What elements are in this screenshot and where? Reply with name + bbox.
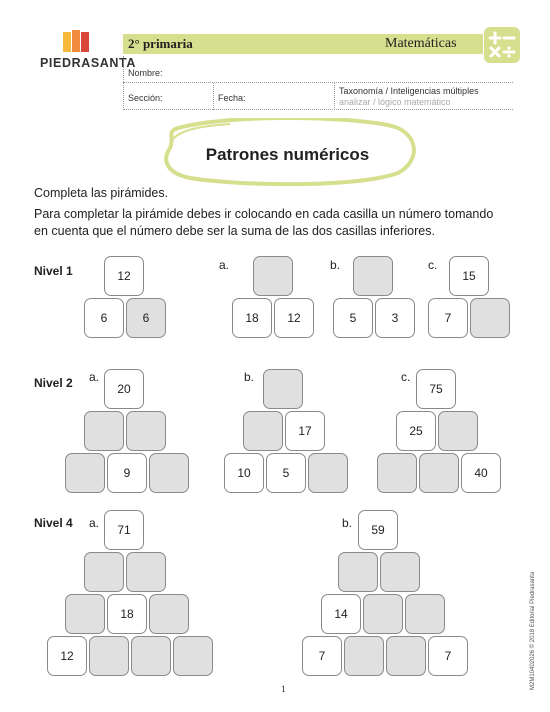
pyramid-cell-answer[interactable]: [344, 636, 384, 676]
pyramid-cell: 15: [449, 256, 489, 296]
grade-label: 2° primaria: [128, 36, 193, 51]
pyramid-cell: 6: [84, 298, 124, 338]
page-number: 1: [281, 684, 286, 694]
pyramid-cell: 14: [321, 594, 361, 634]
exercise-label: b.: [342, 516, 353, 530]
pyramid-cell-answer[interactable]: [173, 636, 213, 676]
pyramid-cell-answer[interactable]: [405, 594, 445, 634]
pyramid-cell-answer[interactable]: [363, 594, 403, 634]
pyramid-cell: 18: [107, 594, 147, 634]
pyramid-cell: 7: [428, 636, 468, 676]
pyramid-cell: 75: [416, 369, 456, 409]
pyramid-cell: 9: [107, 453, 147, 493]
pyramid-cell-answer[interactable]: [353, 256, 393, 296]
level-1-label: Nivel 1: [34, 264, 73, 278]
instruction-line-1: Completa las pirámides.: [34, 186, 169, 200]
field-divider: [213, 83, 214, 110]
pyramid-cell-answer[interactable]: [149, 594, 189, 634]
pyramid-cell: 10: [224, 453, 264, 493]
exercise-label: b.: [244, 370, 255, 384]
logo-text: PIEDRASANTA: [40, 56, 136, 70]
side-copyright: M2M10402026 © 2018 Editorial Piedrasanta: [530, 571, 536, 690]
pyramid-cell-answer[interactable]: [65, 594, 105, 634]
page-title: Patrones numéricos: [205, 145, 370, 164]
field-divider: [334, 83, 335, 110]
instruction-line-3: en cuenta que el número debe ser la suma de las dos casillas inferiores.: [34, 224, 435, 238]
pyramid-cell-answer[interactable]: [470, 298, 510, 338]
pyramid-cell-answer[interactable]: [131, 636, 171, 676]
section-field[interactable]: [123, 109, 513, 110]
pyramid-cell: 12: [104, 256, 144, 296]
pyramid-cell-answer[interactable]: [253, 256, 293, 296]
section-label: Sección:: [128, 93, 163, 103]
name-field[interactable]: [123, 82, 513, 83]
pyramid-cell: 6: [126, 298, 166, 338]
pyramid-cell: 40: [461, 453, 501, 493]
pyramid-cell-answer[interactable]: [149, 453, 189, 493]
exercise-label: a.: [89, 516, 100, 530]
pyramid-cell-answer[interactable]: [89, 636, 129, 676]
math-operations-icon: [484, 27, 520, 63]
pyramid-cell-answer[interactable]: [380, 552, 420, 592]
pyramid-cell-answer[interactable]: [263, 369, 303, 409]
taxonomy-label: Taxonomía / Inteligencias múltiples: [339, 86, 479, 96]
pyramid-cell: 59: [358, 510, 398, 550]
level-4-label: Nivel 4: [34, 516, 73, 530]
pyramid-cell: 5: [266, 453, 306, 493]
pyramid-cell: 7: [302, 636, 342, 676]
exercise-label: a.: [89, 370, 100, 384]
pyramid-cell: 25: [396, 411, 436, 451]
pyramid-cell: 17: [285, 411, 325, 451]
pyramid-cell-answer[interactable]: [386, 636, 426, 676]
exercise-label: b.: [330, 258, 341, 272]
pyramid-cell: 18: [232, 298, 272, 338]
pyramid-cell-answer[interactable]: [308, 453, 348, 493]
exercise-label: a.: [219, 258, 230, 272]
pyramid-cell-answer[interactable]: [126, 552, 166, 592]
pyramid-cell-answer[interactable]: [338, 552, 378, 592]
instruction-line-2: Para completar la pirámide debes ir colocando en cada casilla un número tomando: [34, 207, 494, 221]
pyramid-cell-answer[interactable]: [65, 453, 105, 493]
pyramid-cell: 12: [47, 636, 87, 676]
exercise-label: c.: [428, 258, 438, 272]
name-label: Nombre:: [128, 68, 163, 78]
pyramid-cell: 12: [274, 298, 314, 338]
exercise-label: c.: [401, 370, 411, 384]
logo-book-icon: [63, 30, 93, 54]
pyramid-cell-answer[interactable]: [438, 411, 478, 451]
date-label: Fecha:: [218, 93, 246, 103]
pyramid-cell-answer[interactable]: [377, 453, 417, 493]
pyramid-cell: 20: [104, 369, 144, 409]
pyramid-cell-answer[interactable]: [243, 411, 283, 451]
pyramid-cell: 71: [104, 510, 144, 550]
taxonomy-value: analizar / lógico matemático: [339, 97, 451, 107]
pyramid-cell-answer[interactable]: [84, 411, 124, 451]
subject-label: Matemáticas: [385, 36, 457, 51]
pyramid-cell: 7: [428, 298, 468, 338]
pyramid-cell-answer[interactable]: [126, 411, 166, 451]
pyramid-cell-answer[interactable]: [84, 552, 124, 592]
pyramid-cell: 5: [333, 298, 373, 338]
pyramid-cell: 3: [375, 298, 415, 338]
pyramid-cell-answer[interactable]: [419, 453, 459, 493]
level-2-label: Nivel 2: [34, 376, 73, 390]
